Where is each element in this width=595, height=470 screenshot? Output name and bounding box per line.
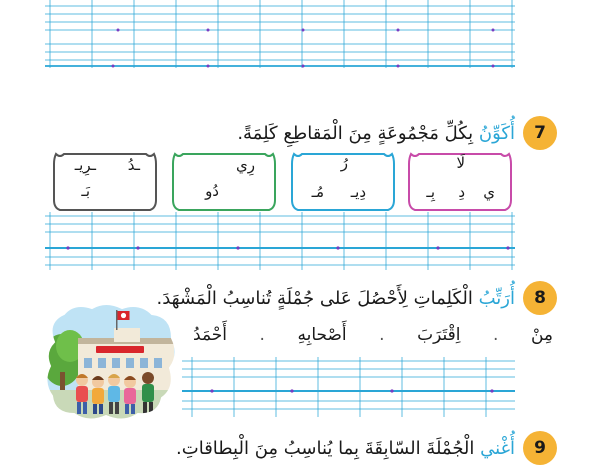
syllable: لَا	[456, 154, 465, 172]
writing-lines-middle[interactable]	[45, 212, 515, 272]
syllable: دِيـ	[350, 183, 366, 201]
syllable: مُـ	[311, 183, 324, 201]
scrambled-words	[193, 325, 553, 345]
instruction-verb: أُرَتِّبُ	[478, 287, 515, 309]
word-chip: أَحْمَدُ	[193, 325, 227, 345]
exercise-7-prompt	[237, 123, 515, 144]
card-frame	[171, 152, 277, 212]
instruction-verb: أُكَوِّنُ	[478, 122, 515, 144]
writing-lines-top[interactable]	[45, 0, 515, 72]
instruction-text: الْجُمْلَةَ السّابِقَةَ بِما يُناسِبُ مِنَ الْبِطاقاتِ.	[176, 437, 481, 459]
syllable-cards	[50, 152, 515, 214]
handwriting-grid	[45, 0, 515, 72]
exercise-number-badge: 7	[523, 116, 557, 150]
word-chip: مِنْ	[530, 325, 553, 345]
word-chip: اِقْتَرَبَ	[417, 325, 461, 345]
syllable-card	[407, 152, 513, 212]
exercise-7-header	[237, 116, 557, 150]
syllable: ي	[483, 183, 495, 201]
handwriting-grid	[182, 357, 515, 419]
syllable: ـدُ	[127, 156, 140, 174]
school-scene-illustration	[44, 302, 178, 422]
syllable: بِـ	[426, 183, 435, 201]
syllable: ـرِيـ	[74, 156, 96, 174]
instruction-text: بِكُلِّ مَجْمُوعَةٍ مِنَ الْمَقاطِعِ كَلِمَةً.	[237, 122, 479, 144]
instruction-text: الْكَلِماتِ لِأَحْصُلَ عَلى جُمْلَةٍ تُناسِبُ الْمَشْهَدَ.	[156, 287, 479, 309]
word-separator: .	[259, 325, 265, 345]
syllable: بَـ	[81, 182, 90, 200]
syllable-card	[290, 152, 396, 212]
exercise-8-header	[156, 281, 557, 315]
exercise-number-badge: 8	[523, 281, 557, 315]
handwriting-grid	[45, 212, 515, 272]
word-chip: أَصْحابِهِ	[297, 325, 347, 345]
word-separator: .	[379, 325, 385, 345]
exercise-8-prompt	[156, 288, 515, 309]
school-children-image	[44, 302, 178, 422]
syllable: دِ	[458, 183, 465, 201]
syllable: رُ	[340, 154, 348, 172]
instruction-verb: أُغْني	[480, 437, 515, 459]
exercise-9-prompt	[176, 438, 515, 459]
syllable: دُو	[205, 182, 219, 200]
writing-lines-answer[interactable]	[182, 357, 515, 419]
word-separator: .	[493, 325, 499, 345]
exercise-9-header	[176, 431, 557, 465]
syllable-card	[171, 152, 277, 212]
exercise-number-badge: 9	[523, 431, 557, 465]
card-frame	[52, 152, 158, 212]
syllable-card	[52, 152, 158, 212]
syllable: رِي	[236, 156, 255, 174]
